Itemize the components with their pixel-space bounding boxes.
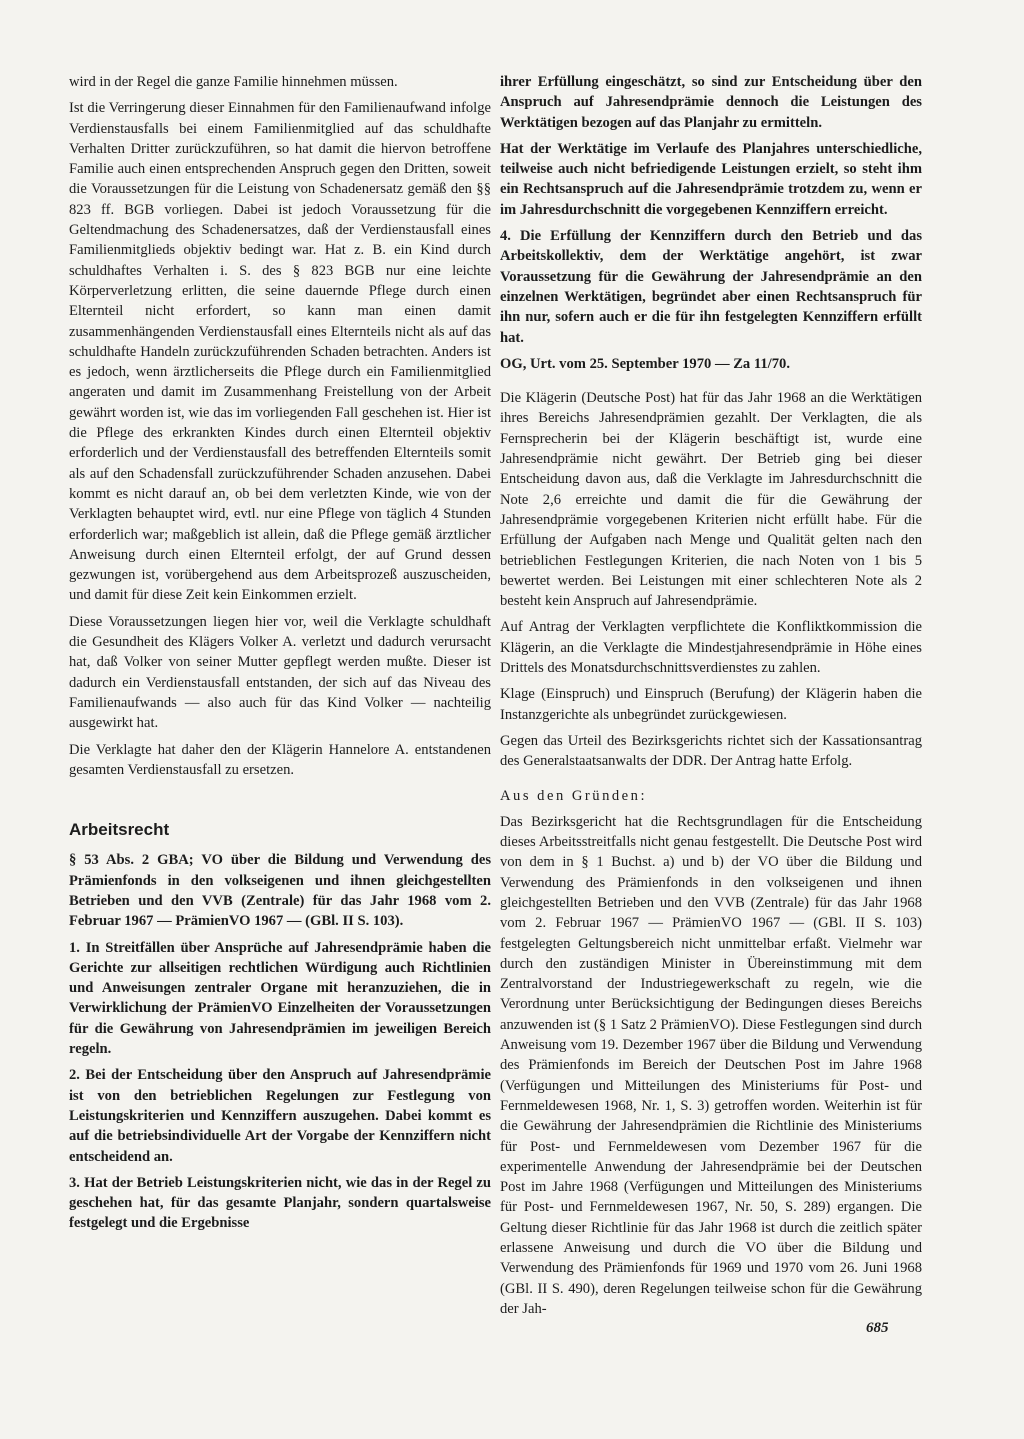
headnote-3: 3. Hat der Betrieb Leistungskriterien nicht, wie das in der Regel zu geschehen hat, für das gesamte Planjahr, sondern quartalsweise festgelegt und die Ergebnisse bbox=[69, 1174, 491, 1232]
paragraph: Die Klägerin (Deutsche Post) hat für das Jahr 1968 an die Werktätigen ihres Bereichs Jahresendprämien gezahlt. Der Verklagten, die als Fernsprecherin bei der Klägerin beschäftigt ist, wurde eine Jahresendprämie nicht gewährt. Der Betrieb ging bei dieser Entscheidung davon aus, daß die Verklagte im Jahresdurchschnitt die Note 2,6 erreichte und damit die für die Gewährung der Jahresendprämie vorgegebenen Kriterien nicht erfüllt habe. Für die Erfüllung der Aufgaben nach Menge und Qualität gelten nach den betrieblichen Festlegungen Kriterien, die nach Noten von 1 bis 5 bewertet werden. Bei Leistungen mit einer schlechteren Note als 2 besteht kein Anspruch auf Jahresendprämie. bbox=[500, 390, 922, 610]
paragraph: Klage (Einspruch) und Einspruch (Berufung) der Klägerin haben die Instanzgerichte als unbegründet zurückgewiesen. bbox=[500, 686, 922, 723]
paragraph: Diese Voraussetzungen liegen hier vor, weil die Verklagte schuldhaft die Gesundheit des Klägers Volker A. verletzt und dadurch verursacht hat, daß Volker von seiner Mutter gepflegt werden mußte. Dieser ist dadurch ein Verdienstausfall entstanden, der sich auf das Niveau des Familienaufwands — also auch für das Kind Volker — nachteilig ausgewirkt hat. bbox=[69, 613, 491, 732]
paragraph: Gegen das Urteil des Bezirksgerichts richtet sich der Kassationsantrag des Generalstaatsanwalts der DDR. Der Antrag hatte Erfolg. bbox=[500, 732, 922, 770]
grounds-heading: Aus den Gründen: bbox=[500, 787, 648, 804]
paragraph: Ist die Verringerung dieser Einnahmen für den Familienaufwand infolge Verdienstausfalls bei einem Familienmitglied auf das schuldhafte Verhalten Dritter zurückzuführen, so hat damit die hiervon betroffene Familie auch einen entsprechenden Anspruch gegen den Dritten, soweit die Voraussetzungen für die Leistung von Schadenersatz gemäß den §§ 823 ff. BGB vorliegen. Dabei ist jedoch Voraussetzung für die Geltendmachung des Schadenersatzes, daß der Verdienstausfall eines Familienmitglieds objektiv bedingt war. Hat z. B. ein Kind durch schuldhaftes Verhalten i. S. des § 823 BGB nur eine leichte Körperverletzung erlitten, die seine dauernde Pflege durch einen Elternteil nicht erfordert, so kann man einen damit zusammenhängenden Verdienstausfall eines Elternteils nicht als auf das schuldhafte Handeln zurückzuführenden Schaden betrachten. Anders ist es jedoch, wenn ärztlicherseits die Pflege durch ein Familienmitglied angeraten und damit im Zusammenhang Freistellung von der Arbeit gewährt worden ist, wie das im vorliegenden Fall geschehen ist. Hier ist die Pflege des erkrankten Kindes durch einen Elternteil objektiv erforderlich und der Verdienstausfall des betreffenden Elternteils somit als auf den Schadensfall zurückzuführender Schaden anzusehen. Dabei kommt es nicht darauf an, ob bei dem verletzten Kinde, wie von der Verklagten behauptet wird, evtl. nur eine Pflege von täglich 4 Stunden erforderlich war; maßgeblich ist allein, daß die Pflege gemäß ärztlicher Anweisung durch einen Elternteil erfolgt, der auf Grund dessen gezwungen ist, vorübergehend aus dem Arbeitsprozeß auszuscheiden, und damit für diese Zeit kein Einkommen erzielt. bbox=[69, 100, 491, 604]
headnote-3-part-2: Hat der Werktätige im Verlaufe des Planjahres unterschiedliche, teilweise auch nicht befriedigende Leistungen erzielt, so steht ihm ein Rechtsanspruch auf die Jahresendprämie trotzdem zu, wenn er im Jahresdurchschnitt die vorgegebenen Kennziffern erreicht. bbox=[500, 140, 922, 218]
right-column bbox=[500, 72, 922, 1325]
headnote-legal-basis: § 53 Abs. 2 GBA; VO über die Bildung und Verwendung des Prämienfonds in den volkseigenen und ihnen gleichgestellten Betrieben und den VVB (Zentrale) für das Jahr 1968 vom 2. Februar 1967 — PrämienVO 1967 — (GBl. II S. 103). bbox=[69, 852, 491, 930]
headnote-3-continued: ihrer Erfüllung eingeschätzt, so sind zur Entscheidung über den Anspruch auf Jahresendprämie dennoch die Leistungen des Werktätigen bezogen auf das Planjahr zu ermitteln. bbox=[500, 74, 922, 131]
paragraph: Auf Antrag der Verklagten verpflichtete die Konfliktkommission die Klägerin, an die Verklagte die Mindestjahresendprämie in Höhe eines Drittels des Monatsdurchschnittsverdienstes zu zahlen. bbox=[500, 619, 922, 677]
paragraph: Das Bezirksgericht hat die Rechtsgrundlagen für die Entscheidung dieses Arbeitsstreitfalls nicht genau festgestellt. Die Deutsche Post wird von dem in § 1 Buchst. a) und b) der VO über die Bildung und Verwendung des Prämienfonds in den volkseigenen und ihnen gleichgestellten Betrieben und den VVB (Zentrale) für das Jahr 1968 vom 2. Februar 1967 — PrämienVO 1967 — (GBl. II S. 103) festgelegten Geltungsbereich nicht unmittelbar erfaßt. Vielmehr war durch den zuständigen Minister in Übereinstimmung mit dem Zentralvorstand der Industriegewerkschaft zu regeln, wie die Verordnung unter Berücksichtigung der Bedingungen dieses Bereichs anzuwenden ist (§ 1 Satz 2 PrämienVO). Diese Festlegungen sind durch Anweisung vom 19. Dezember 1967 über die Bildung und Verwendung des Prämienfonds im Bereich der Deutschen Post im Jahre 1968 (Verfügungen und Mitteilungen des Ministeriums für Post- und Fernmeldewesen 1968, Nr. 1, S. 3) getroffen worden. Weiterhin ist für die Gewährung der Jahresendprämien die Richtlinie des Ministeriums für Post- und Fernmeldewesen vom Dezember 1967 für die experimentelle Anwendung der Jahresendprämie bei der Deutschen Post im Jahre 1968 (Verfügungen und Mitteilungen des Ministeriums für Post- und Fernmeldewesen 1967, Nr. 50, S. 289) ergangen. Die Geltung dieser Richtlinie für das Jahr 1968 ist durch die zeitlich später erlassene Anweisung und durch die VO über die Bildung und Verwendung des Prämienfonds für 1969 und 1970 vom 26. Juni 1968 (GBl. II S. 490), deren Regelungen teilweise schon für die Gewährung der Jah- bbox=[500, 813, 922, 1317]
headnote-4: 4. Die Erfüllung der Kennziffern durch den Betrieb und das Arbeitskollektiv, dem der Werktätige angehört, ist zwar Voraussetzung für die Gewährung der Jahresendprämie an den einzelnen Werktätigen, begründet aber einen Rechtsanspruch für ihn nur, sofern auch er die für ihn festgelegten Kennziffern erfüllt hat. bbox=[500, 228, 922, 346]
court-citation: OG, Urt. vom 25. September 1970 — Za 11/70. bbox=[500, 355, 790, 372]
paragraph: Die Verklagte hat daher den der Klägerin Hannelore A. entstandenen gesamten Verdienstausfall zu ersetzen. bbox=[69, 741, 491, 778]
paragraph: wird in der Regel die ganze Familie hinnehmen müssen. bbox=[69, 74, 398, 90]
headnote-2: 2. Bei der Entscheidung über den Anspruch auf Jahresendprämie ist von den betrieblichen Regelungen zur Festlegung von Leistungskriterien und Kennziffern auszugehen. Dabei kommt es auf die betriebsindividuelle Art der Vorgabe der Kennziffern nicht entscheidend an. bbox=[69, 1067, 491, 1165]
section-heading: Arbeitsrecht bbox=[69, 820, 170, 840]
left-column bbox=[69, 72, 491, 1240]
page-number: 685 bbox=[866, 1320, 889, 1336]
headnote-1: 1. In Streitfällen über Ansprüche auf Jahresendprämie haben die Gerichte zur allseitigen rechtlichen Würdigung auch Richtlinien und Anweisungen zentraler Organe mit heranzuziehen, die in Verwirklichung der PrämienVO Einzelheiten der Voraussetzungen für die Gewährung von Jahresendprämien im jeweiligen Bereich regeln. bbox=[69, 939, 491, 1058]
